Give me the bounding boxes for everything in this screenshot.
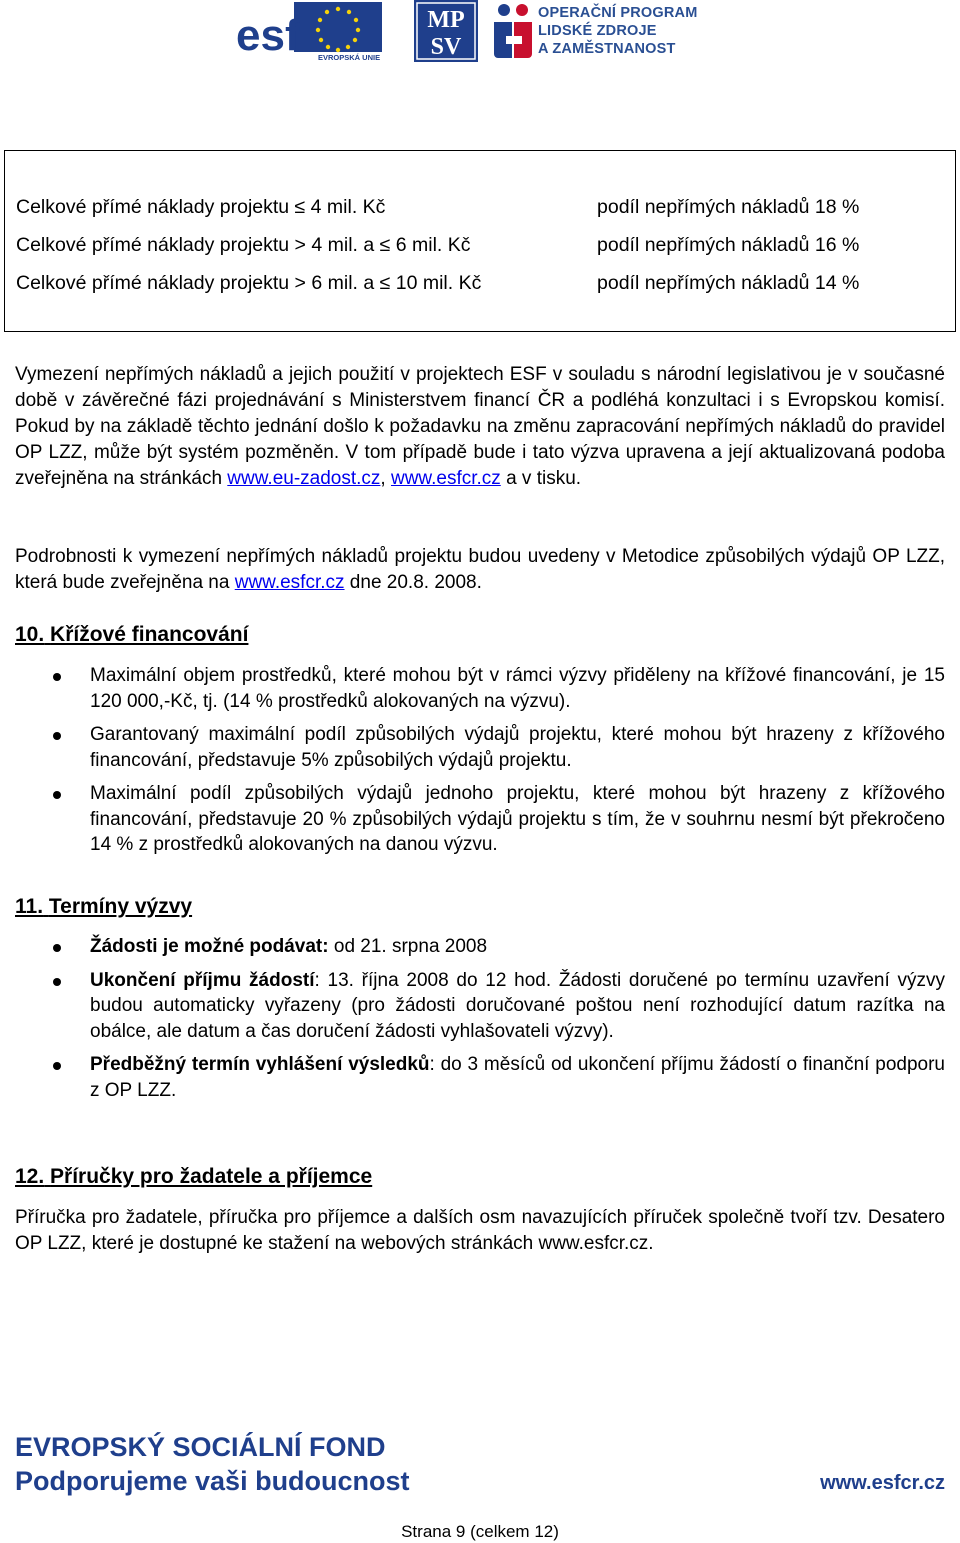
bullet-icon — [53, 732, 61, 740]
bullet-icon — [53, 978, 61, 986]
footer-fund-name: EVROPSKÝ SOCIÁLNÍ FOND — [15, 1432, 386, 1462]
section-number: 11. — [15, 895, 44, 918]
op-lzz-logo-text — [538, 4, 698, 58]
para2-text: Podrobnosti k vymezení nepřímých nákladů projektu budou uvedeny v Metodice způsobilých výdajů OP LZZ, která bude zveřejněna na — [15, 546, 945, 593]
section-number: 12. — [15, 1165, 45, 1188]
op-line-2: LIDSKÉ ZDROJE — [538, 23, 657, 39]
cost-row — [16, 271, 860, 295]
esfcr-link[interactable]: www.esfcr.cz — [390, 468, 501, 489]
mpsv-logo-bottom: SV — [430, 34, 462, 60]
section-number: 10. — [15, 623, 45, 646]
para1-sep: , — [380, 468, 391, 489]
methodology-paragraph — [15, 544, 945, 596]
list-item — [15, 968, 945, 1045]
mpsv-logo-top: MP — [427, 7, 465, 33]
page-number: Strana 9 (celkem 12) — [401, 1522, 559, 1541]
section-title: Termíny výzvy — [48, 895, 193, 918]
op-line-1: OPERAČNÍ PROGRAM — [538, 5, 698, 21]
section-12-heading — [15, 1164, 372, 1190]
section-11-heading — [15, 894, 192, 920]
list-item-text: : do 3 měsíců od ukončení příjmu žádostí o finanční podporu z OP LZZ. — [90, 1054, 945, 1101]
section-title: Příručky pro žadatele a příjemce — [50, 1165, 373, 1188]
cost-row — [16, 195, 860, 219]
eu-zadost-link[interactable]: www.eu-zadost.cz — [227, 468, 381, 489]
section-title: Křížové financování — [50, 623, 249, 646]
list-item — [15, 781, 945, 858]
list-item-label: Ukončení příjmu žádostí — [90, 969, 315, 991]
list-item — [15, 1052, 945, 1103]
esf-logo-text: esf — [236, 11, 300, 60]
para1-tail: a v tisku. — [500, 468, 582, 489]
cost-row-right: podíl nepřímých nákladů 18 % — [597, 196, 860, 218]
esf-logo-caption: EVROPSKÁ UNIE — [318, 53, 381, 62]
list-item-text: od 21. srpna 2008 — [328, 936, 488, 957]
section-11-list — [15, 934, 945, 1111]
list-item-text: Garantovaný maximální podíl způsobilých výdajů projektu, které mohou být hrazeny z křížového financování, představuje 5% způsobilých výdajů projektu. — [90, 724, 945, 771]
footer-slogan: Podporujeme vaši budoucnost — [15, 1466, 410, 1496]
section-10-heading — [15, 622, 248, 648]
para2-tail: dne 20.8. 2008. — [344, 572, 482, 593]
cost-row — [16, 233, 860, 257]
section-10-list — [15, 663, 945, 866]
op-line-3: A ZAMĚSTNANOST — [538, 41, 676, 57]
indirect-costs-paragraph — [15, 362, 945, 492]
mpsv-logo — [414, 0, 478, 62]
footer-url: www.esfcr.cz — [820, 1472, 945, 1494]
op-lzz-logo — [492, 0, 536, 62]
esf-logo — [236, 0, 386, 62]
indirect-costs-box — [4, 150, 956, 332]
list-item-label: Žádosti je možné podávat: — [90, 936, 329, 957]
cost-row-left: Celkové přímé náklady projektu > 4 mil. a ≤ 6 mil. Kč — [16, 234, 471, 256]
cost-row-left: Celkové přímé náklady projektu > 6 mil. a ≤ 10 mil. Kč — [16, 272, 482, 294]
list-item-text: Maximální objem prostředků, které mohou být v rámci výzvy přiděleny na křížové financování, je 15 120 000,-Kč, tj. (14 % prostředků alokovaných na výzvu). — [90, 665, 945, 712]
list-item-text: Maximální podíl způsobilých výdajů jednoho projektu, které mohou být hrazeny z křížového financování, představuje 20 % způsobilých výdajů projektu s tím, že v souhrnu nesmí být překročeno 14 % z prostředků alokovaných na danou výzvu. — [90, 783, 945, 855]
list-item — [15, 663, 945, 714]
list-item-label: Předběžný termín vyhlášení výsledků — [90, 1054, 430, 1075]
cost-row-right: podíl nepřímých nákladů 14 % — [597, 272, 860, 294]
esfcr-link[interactable]: www.esfcr.cz — [234, 572, 345, 593]
list-item — [15, 722, 945, 773]
bullet-icon — [53, 791, 61, 799]
bullet-icon — [53, 944, 61, 952]
cost-row-right: podíl nepřímých nákladů 16 % — [597, 234, 860, 256]
list-item-text: : 13. října 2008 do 12 hod. Žádosti doručené po termínu uzavření výzvy budou automaticky vyřazeny (pro žádosti doručované poštou není rozhodující datum razítka na obálce, ale datum a čas doručení žádosti vyhlašovateli výzvy). — [90, 969, 946, 1042]
manuals-paragraph: Příručka pro žadatele, příručka pro příjemce a dalších osm navazujících příruček společně tvoří tzv. Desatero OP LZZ, které je dostupné ke stažení na webových stránkách www.esfcr.cz. — [15, 1207, 945, 1254]
para1-text: Vymezení nepřímých nákladů a jejich použití v projektech ESF v souladu s národní legislativou je v současné době v závěrečné fázi projednávání s Ministerstvem financí ČR a podléhá konzultaci i s Evropskou komisí. Pokud by na základě těchto jednání došlo k požadavku na změnu zapracování nepřímých nákladů do pravidel OP LZZ, může být systém pozměněn. V tom případě bude i tato výzva upravena a její aktualizovaná podoba zveřejněna na stránkách — [15, 364, 945, 489]
bullet-icon — [53, 673, 61, 681]
bullet-icon — [53, 1062, 61, 1070]
list-item — [15, 934, 945, 960]
header-logos — [236, 0, 736, 62]
cost-row-left: Celkové přímé náklady projektu ≤ 4 mil. Kč — [16, 196, 386, 218]
